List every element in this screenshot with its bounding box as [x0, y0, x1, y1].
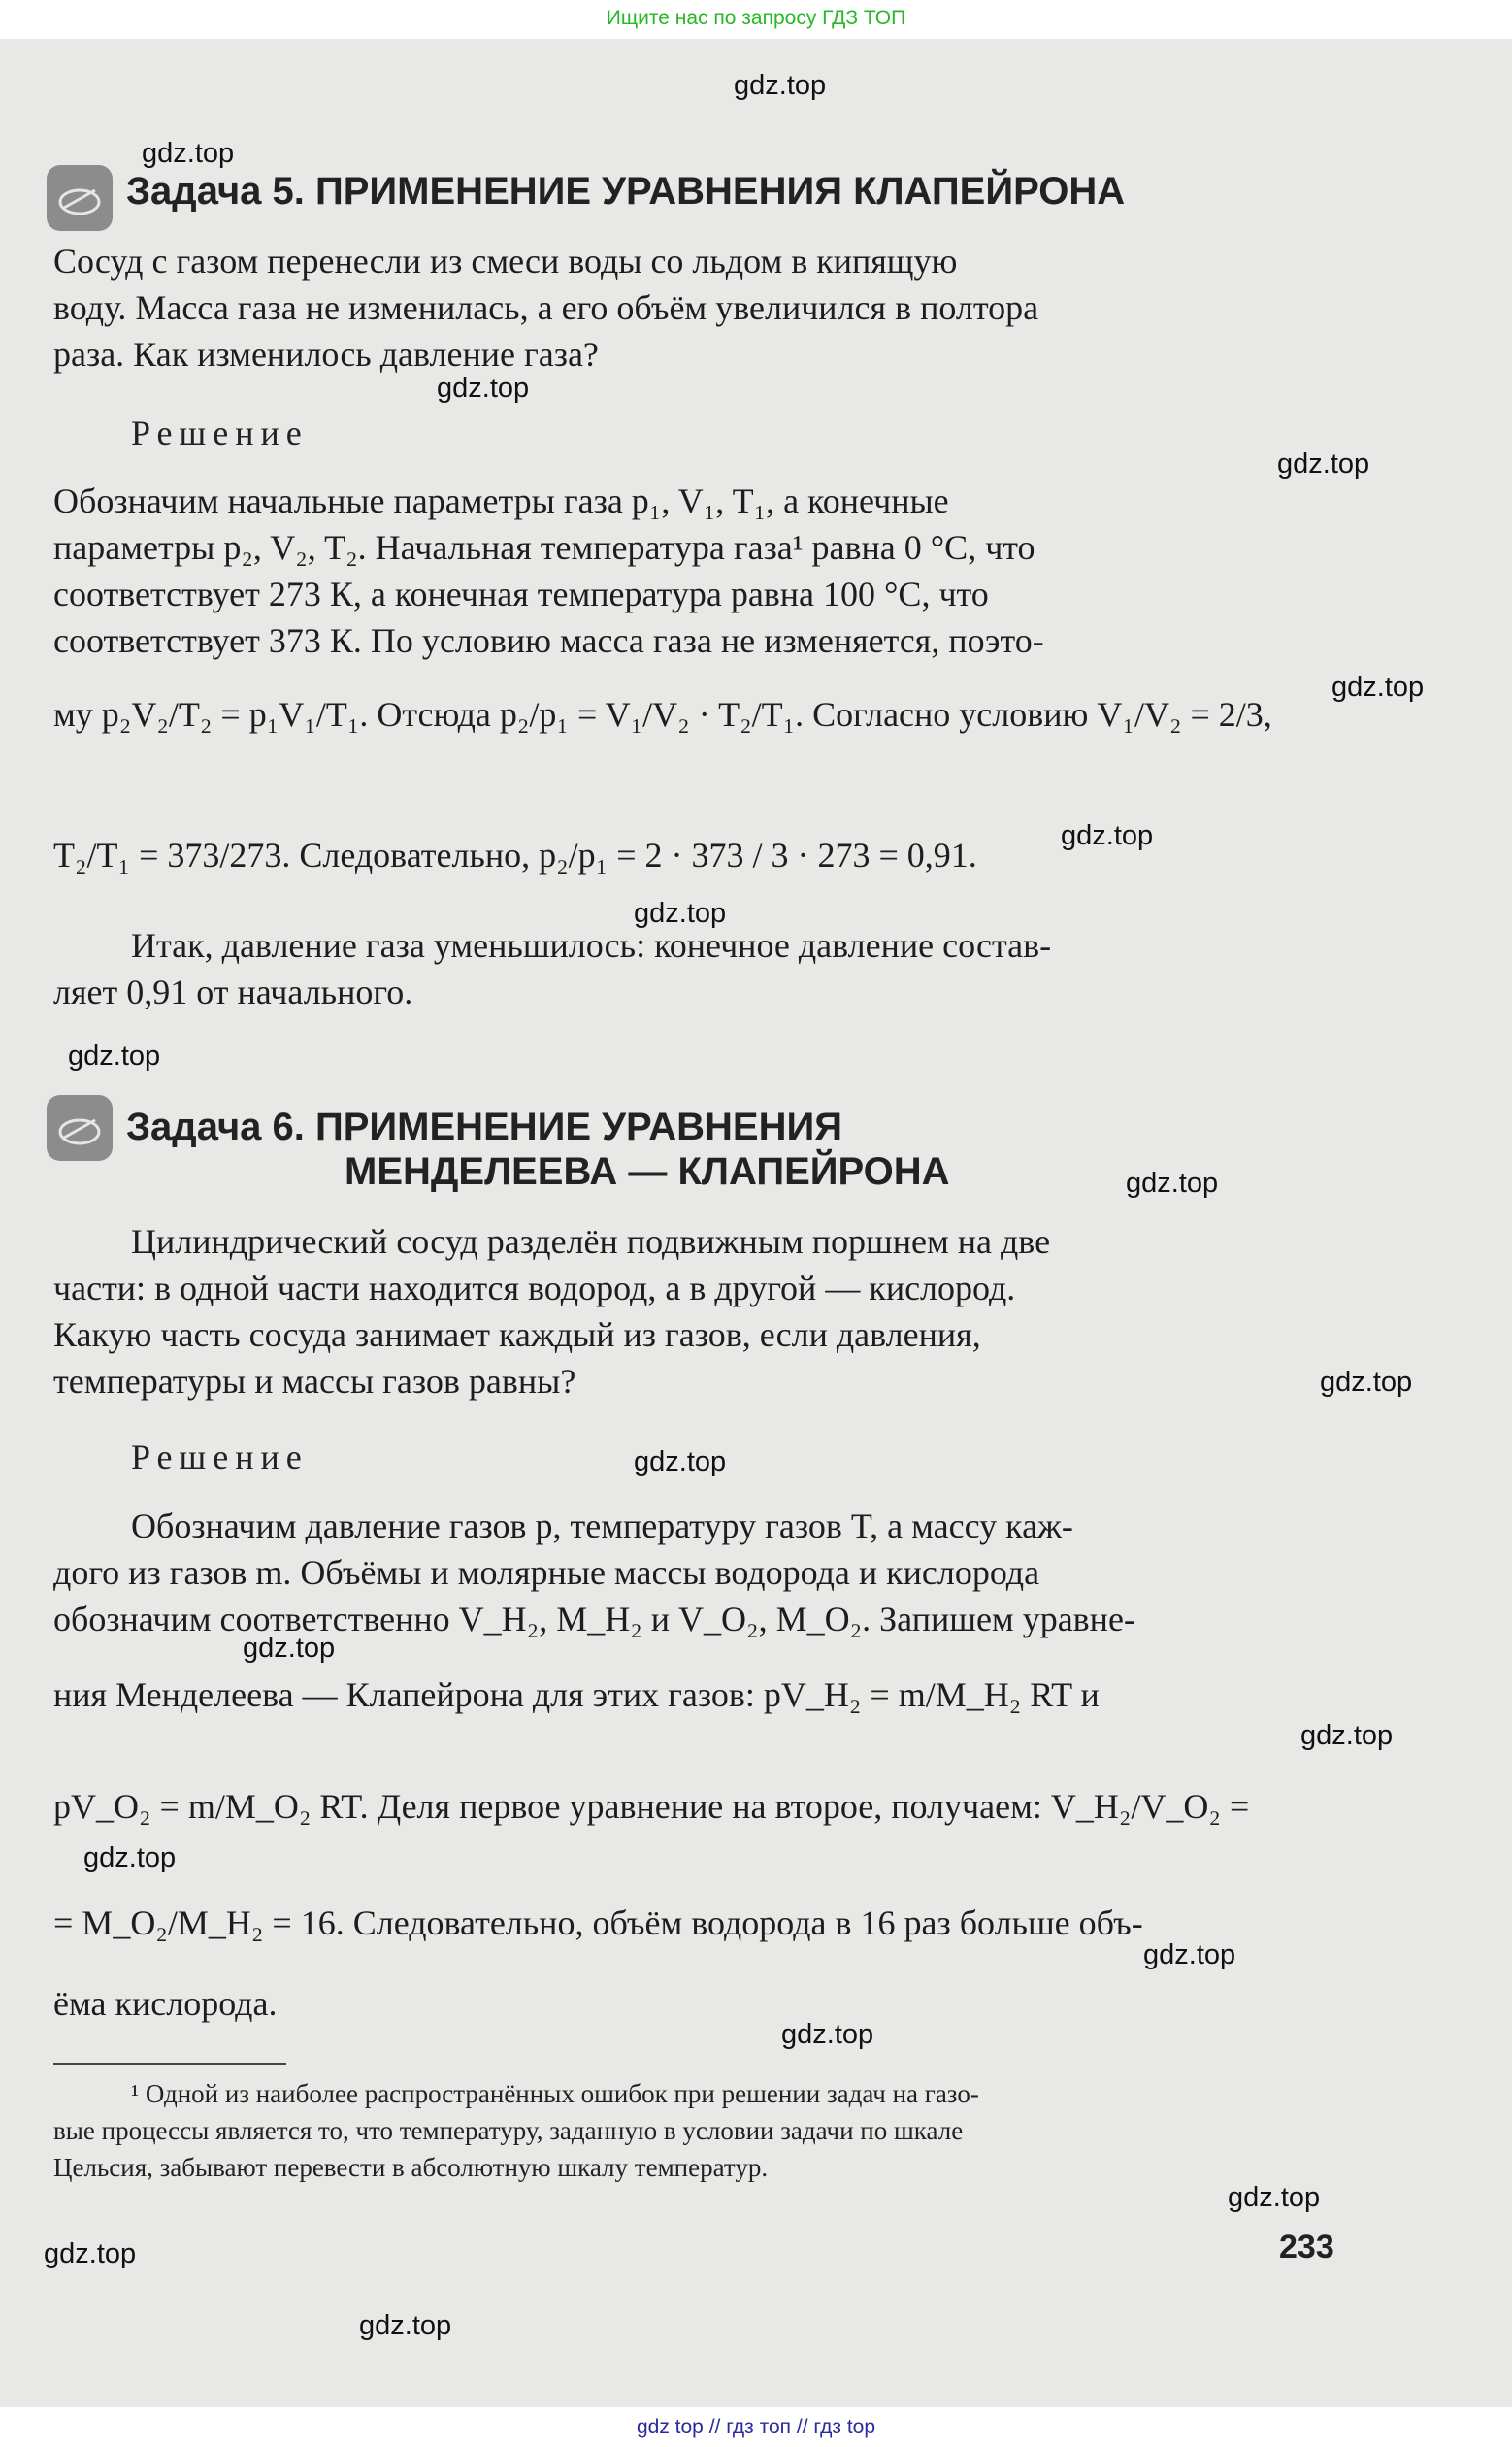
watermark: gdz.top — [359, 2310, 452, 2341]
task5-solution: Обозначим начальные параметры газа p₁, V₁, T₁, а конечные параметры p₂, V₂, T₂. Начальная температура газа¹ равна 0 °C, что соответствует 273 К, а конечная температура равна 100 °C, что соответствует 373 К. По условию масса газа не изменяется, поэто- — [53, 481, 1044, 660]
watermark: gdz.top — [243, 1633, 336, 1664]
watermark: gdz.top — [1320, 1367, 1413, 1398]
task6-heading-line1: Задача 6. ПРИМЕНЕНИЕ УРАВНЕНИЯ — [126, 1106, 842, 1148]
scale-icon — [56, 1108, 103, 1147]
watermark: gdz.top — [634, 1446, 727, 1477]
footnote-divider — [53, 2063, 286, 2065]
task-icon — [47, 165, 113, 231]
task6-heading-line2: МЕНДЕЛЕЕВА — КЛАПЕЙРОНА — [345, 1150, 950, 1193]
watermark: gdz.top — [44, 2238, 137, 2269]
task5-conclusion: Итак, давление газа уменьшилось: конечное давление состав- ляет 0,91 от начального. — [53, 926, 1052, 1011]
watermark: gdz.top — [1126, 1168, 1219, 1199]
task6-formula-3: = M_O₂/M_H₂ = 16. Следовательно, объём водорода в 16 раз больше объ- — [53, 1903, 1143, 1942]
watermark: gdz.top — [1277, 448, 1370, 479]
watermark: gdz.top — [1300, 1720, 1394, 1751]
task6-formula-1: ния Менделеева — Клапейрона для этих газов: pV_H₂ = m/M_H₂ RT и — [53, 1675, 1100, 1714]
watermark: gdz.top — [1331, 672, 1425, 703]
task5-solution-label: Решение — [131, 413, 309, 452]
watermark: gdz.top — [1143, 1939, 1236, 1970]
task5-condition: Сосуд с газом перенесли из смеси воды со льдом в кипящую воду. Масса газа не изменилась, а его объём увеличился в полтора раза. Как изменилось давление газа? — [53, 242, 1039, 374]
watermark: gdz.top — [1061, 820, 1154, 851]
watermark: gdz.top — [68, 1041, 161, 1072]
task6-formula-2: pV_O₂ = m/M_O₂ RT. Деля первое уравнение на второе, получаем: V_H₂/V_O₂ = — [53, 1787, 1250, 1826]
task6-last-line: ёма кислорода. — [53, 1984, 278, 2023]
watermark: gdz.top — [781, 2019, 874, 2050]
task6-condition: Цилиндрический сосуд разделён подвижным поршнем на две части: в одной части находится водород, а в другой — кислород. Какую часть сосуда занимает каждый из газов, если давления, температуры и массы газов равны? — [53, 1222, 1051, 1401]
task5-formula-2: T₂/T₁ = 373/273. Следовательно, p₂/p₁ = 2 · 373 / 3 · 273 = 0,91. — [53, 836, 977, 875]
watermark: gdz.top — [634, 898, 727, 929]
task6-solution: Обозначим давление газов p, температуру газов T, а массу каж- дого из газов m. Объёмы и молярные массы водорода и кислорода обозначим соответственно V_H₂, M_H₂ и V_O₂, M_O₂. Запишем уравне- — [53, 1506, 1135, 1638]
top-banner[interactable]: Ищите нас по запросу ГДЗ ТОП — [606, 7, 906, 29]
task5-formula-1: му p₂V₂/T₂ = p₁V₁/T₁. Отсюда p₂/p₁ = V₁/V₂ · T₂/T₁. Согласно условию V₁/V₂ = 2/3, — [53, 695, 1272, 734]
page-number: 233 — [1279, 2229, 1334, 2265]
watermark: gdz.top — [734, 70, 827, 101]
watermark: gdz.top — [142, 138, 235, 169]
watermark: gdz.top — [1228, 2182, 1321, 2213]
task5-heading: Задача 5. ПРИМЕНЕНИЕ УРАВНЕНИЯ КЛАПЕЙРОНА — [126, 170, 1126, 213]
scale-icon — [56, 179, 103, 217]
watermark: gdz.top — [437, 373, 530, 404]
bottom-banner[interactable]: gdz top // гдз топ // гдз top — [636, 2416, 876, 2438]
task6-solution-label: Решение — [131, 1438, 309, 1476]
watermark: gdz.top — [83, 1842, 177, 1873]
footnote: ¹ Одной из наиболее распространённых ошибок при решении задач на газо- вые процессы является то, что температуру, заданную в условии задачи по шкале Цельсия, забывают перевести в абсолютную шкалу температур. — [53, 2079, 979, 2182]
task-icon — [47, 1095, 113, 1161]
